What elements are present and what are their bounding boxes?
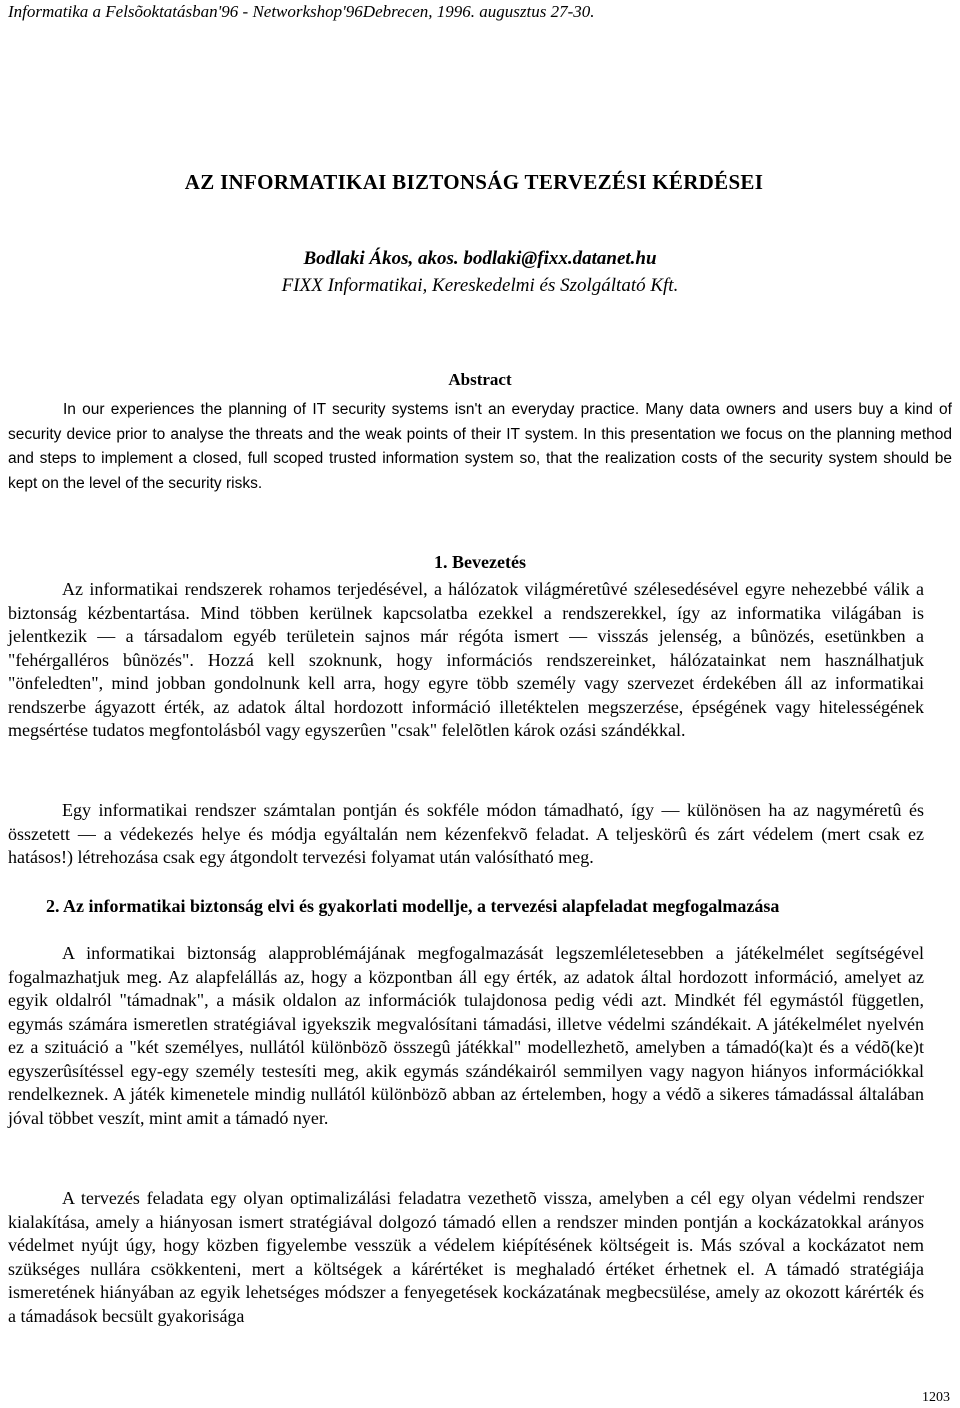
page-number: 1203: [922, 1390, 950, 1405]
running-header: Informatika a Felsõoktatásbanʹ96 - Networkshopʹ96Debrecen, 1996. augusztus 27-30.: [8, 2, 595, 21]
section-2-heading: 2. Az informatikai biztonság elvi és gyakorlati modellje, a tervezési alapfeladat megfogalmazása: [46, 896, 780, 916]
abstract-heading: Abstract: [448, 370, 512, 389]
author-block: [0, 245, 960, 299]
section-2-paragraph-2: A tervezés feladata egy olyan optimalizálási feladatra vezethetõ vissza, amelyben a cél egy olyan védelmi rendszer kialakítása, amely a hiányosan ismert stratégiával dolgozó támadó ellen a rendszer minden pontján a kockázatokkal arányos védelmet nyújt úgy, hogy közben figyelembe vesszük a védelem kiépítésének költségeit is. Más szóval a kockázatot nem szükséges nullára csökkenteni, mert a költségek a kárértéket is meghaladó értéket érhetnek el. A támadó stratégiája ismeretének hiányában az egyik lehetséges módszer a fenyegetések kockázatának megbecsülése, amely az okozott kárérték és a támadások becsült gyakorisága: [8, 1188, 924, 1326]
section-1-paragraph-1: Az informatikai rendszerek rohamos terjedésével, a hálózatok világméretûvé szélesedésével egyre nehezebbé válik a biztonság kézbentartása. Mind többen kerülnek kapcsolatba ezekkel a rendszerekkel, így az informatika világában is jelentkezik — a társadalom egyéb területein sajnos már régóta ismert — visszás jelenség, a bûnözés, esetünkben a "fehérgalléros bûnözés". Hozzá kell szoknunk, hogy információs rendszereinket, hálózatainkat nem használhatjuk "önfeledten", mind jobban gondolnunk kell arra, hogy egyre több személy vagy szervezet érdekében áll az informatikai rendszerbe ágyazott érték, az adatok által hordozott információ illetéktelen megszerzése, épségének vagy hitelességének megsértése tudatos megfontolásból vagy egyszerûen "csak" felelõtlen károk ozási szándékkal.: [8, 579, 924, 740]
paper-title: AZ INFORMATIKAI BIZTONSÁG TERVEZÉSI KÉRDÉSEI: [184, 170, 764, 194]
affiliation: FIXX Informatikai, Kereskedelmi és Szolgáltató Kft.: [281, 275, 679, 296]
author-line: Bodlaki Ákos, akos. bodlaki@fixx.datanet.hu: [303, 248, 657, 269]
section-1-paragraph-2: Egy informatikai rendszer számtalan pontján és sokféle módon támadható, így — különösen ha az nagyméretû és összetett — a védekezés helye és módja egyáltalán nem kézenfekvõ feladat. A teljeskörû és zárt védelem (mert csak ez hatásos!) létrehozása csak egy átgondolt tervezési folyamat után valósítható meg.: [8, 800, 924, 867]
abstract-text: In our experiences the planning of IT security systems isn't an everyday practice. Many data owners and users buy a kind of security device prior to analyse the threats and the weak points of their IT system. In this presentation we focus on the planning method and steps to implement a closed, full scoped trusted information system so, that the realization costs of the security system should be kept on the level of the security risks.: [8, 401, 952, 492]
section-2-paragraph-1: A informatikai biztonság alapproblémájának megfogalmazását legszemléletesebben a játékelmélet segítségével fogalmazhatjuk meg. Az alapfelállás az, hogy a központban áll egy érték, az adatok által hordozott információ, amelyet az egyik oldalról "támadnak", a másik oldalon az információk tulajdonosa pedig védi azt. Mindkét fél egymástól független, egymás számára ismeretlen stratégiával igyekszik megvalósítani támadási, illetve védelmi szándékait. A játékelmélet nyelvén ez a szituáció a "két személyes, nullától különbözõ összegû játékkal" modellezhetõ, amelyben a támadó(ka)t és a védõ(ke)t egyszerûsítéssel egy-egy személy testesíti meg, akik egymás szándékairól semmilyen vagy nagyon hiányos információkkal rendelkeznek. A játék kimenetele mindig nullától különbözõ abban az értelemben, hogy a védõ a sikeres támadással általában jóval többet veszít, mint amit a támadó nyer.: [8, 943, 924, 1128]
section-1-heading: 1. Bevezetés: [434, 552, 526, 572]
